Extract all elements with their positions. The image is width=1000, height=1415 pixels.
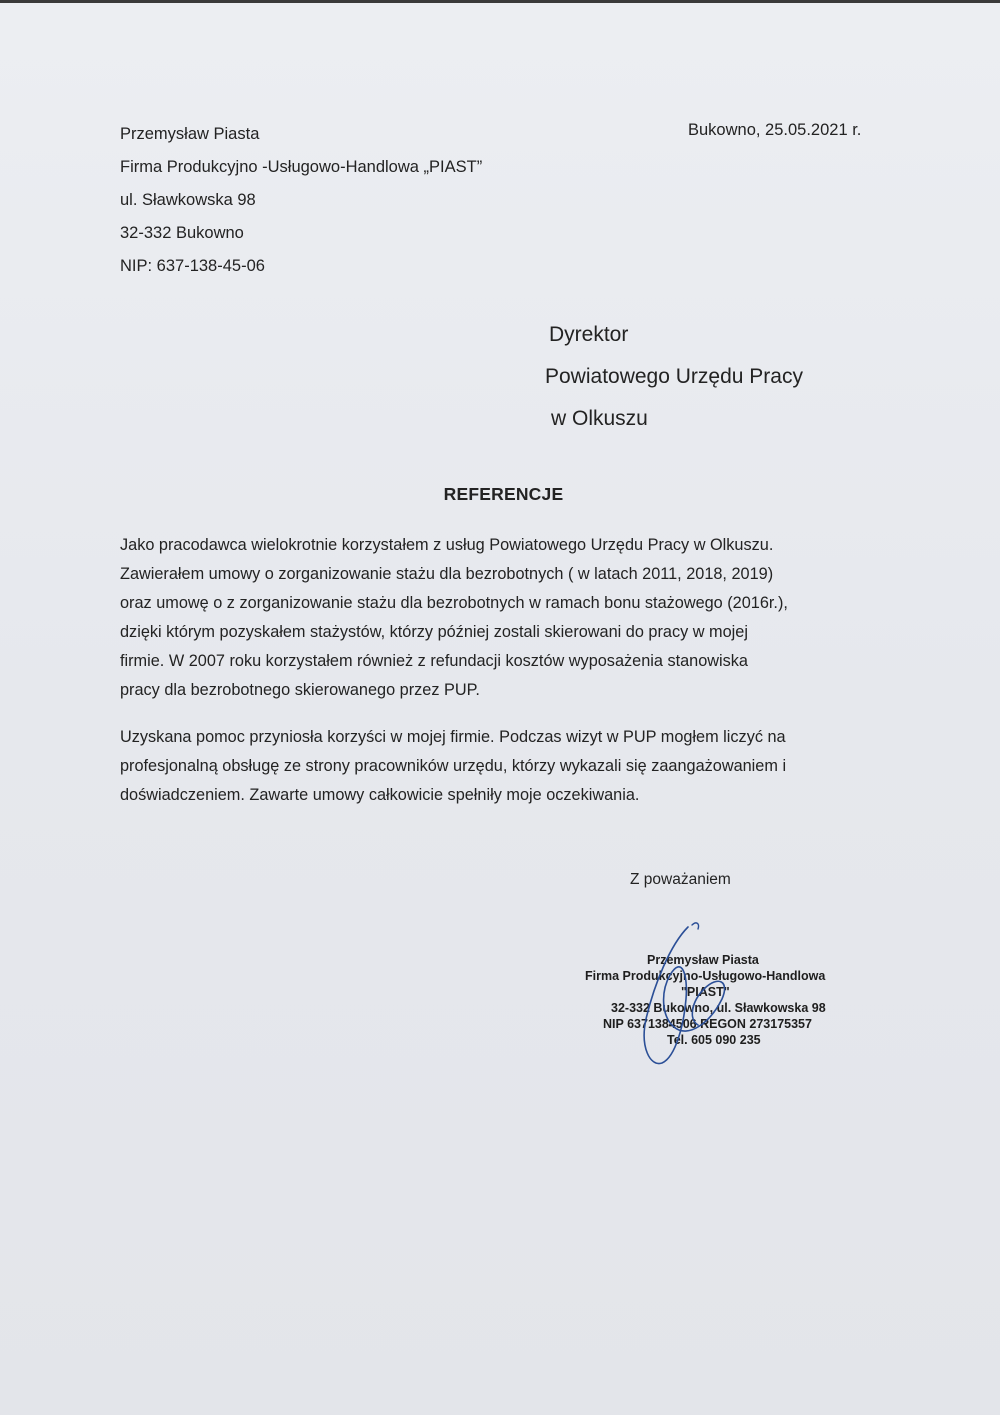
recipient-line-1: Dyrektor <box>549 323 629 346</box>
handwritten-signature <box>600 915 780 1075</box>
sender-street: ul. Sławkowska 98 <box>120 191 256 209</box>
sender-block <box>120 118 482 283</box>
stamp-name: Przemysław Piasta <box>647 953 759 967</box>
paragraph-1-line: Zawierałem umowy o zorganizowanie stażu dla bezrobotnych ( w latach 2011, 2018, 2019) <box>120 565 774 583</box>
paragraph-2-line: Uzyskana pomoc przyniosła korzyści w mojej firmie. Podczas wizyt w PUP mogłem liczyć na <box>120 728 786 746</box>
stamp-tax-ids: NIP 6371384506 REGON 273175357 <box>603 1017 812 1031</box>
sender-company: Firma Produkcyjno -Usługowo-Handlowa „PIAST” <box>120 158 483 176</box>
stamp-company: Firma Produkcyjno-Usługowo-Handlowa <box>585 969 826 983</box>
recipient-block <box>545 314 803 440</box>
stamp-phone: Tel. 605 090 235 <box>667 1033 761 1047</box>
closing-salutation: Z poważaniem <box>630 871 731 888</box>
paragraph-2-line: doświadczeniem. Zawarte umowy całkowicie spełniły moje oczekiwania. <box>120 786 640 804</box>
letter-body <box>120 531 885 810</box>
paragraph-2 <box>120 723 885 810</box>
paragraph-2-line: profesjonalną obsługę ze strony pracowników urzędu, którzy wykazali się zaangażowaniem i <box>120 757 787 775</box>
paragraph-1-line: oraz umowę o z zorganizowanie stażu dla bezrobotnych w ramach bonu stażowego (2016r.), <box>120 594 788 612</box>
scan-edge <box>0 0 1000 3</box>
sender-postal-city: 32-332 Bukowno <box>120 224 244 242</box>
sender-name: Przemysław Piasta <box>120 125 260 143</box>
sender-nip: NIP: 637-138-45-06 <box>120 257 265 275</box>
stamp-brand: "PIAST" <box>681 985 730 999</box>
paragraph-1-line: dzięki którym pozyskałem stażystów, którzy później zostali skierowani do pracy w mojej <box>120 623 748 641</box>
recipient-line-3: w Olkuszu <box>551 407 648 430</box>
paragraph-1-line: pracy dla bezrobotnego skierowanego przez PUP. <box>120 681 480 699</box>
paragraph-1-line: Jako pracodawca wielokrotnie korzystałem z usług Powiatowego Urzędu Pracy w Olkuszu. <box>120 536 774 554</box>
recipient-line-2: Powiatowego Urzędu Pracy <box>545 365 803 388</box>
paragraph-1-line: firmie. W 2007 roku korzystałem również z refundacji kosztów wyposażenia stanowiska <box>120 652 748 670</box>
stamp-address: 32-332 Bukowno, ul. Sławkowska 98 <box>611 1001 826 1015</box>
place-date: Bukowno, 25.05.2021 r. <box>688 121 862 139</box>
document-title: REFERENCJE <box>443 484 564 504</box>
paragraph-1 <box>120 531 885 705</box>
